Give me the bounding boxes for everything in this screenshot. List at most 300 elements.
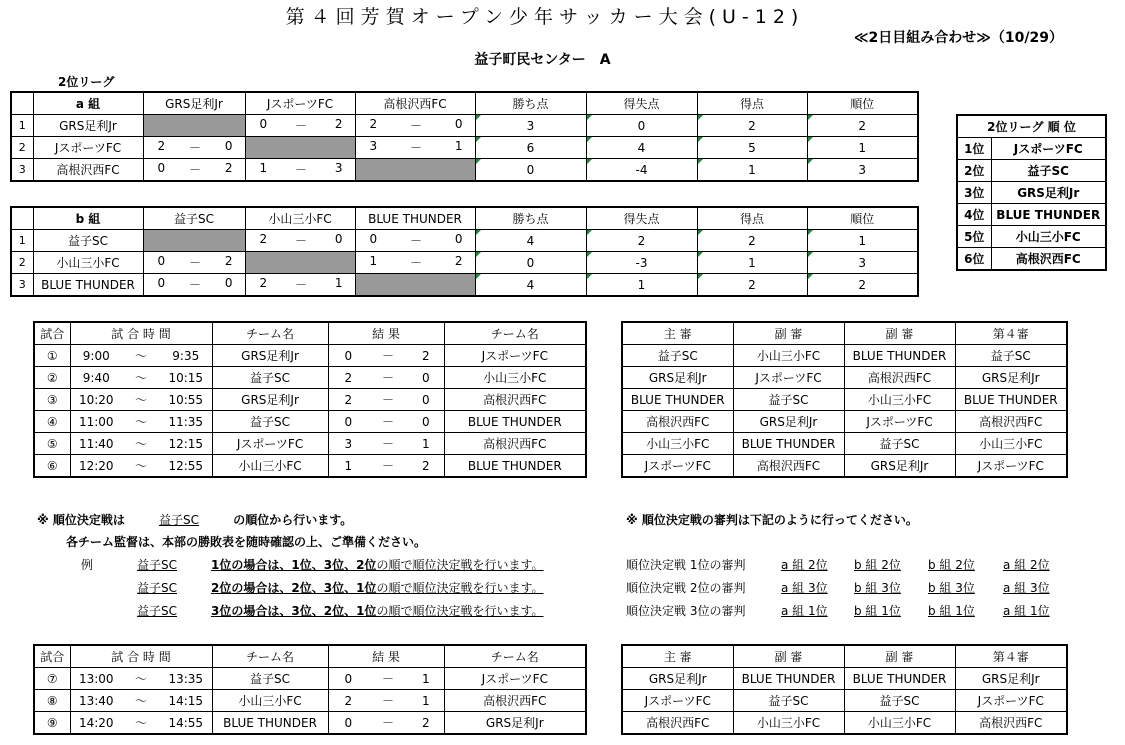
referee-team: 小山三小FC <box>955 433 1067 455</box>
match-score <box>355 137 475 159</box>
goals: 1 <box>697 159 807 182</box>
row-number: 3 <box>11 274 33 297</box>
referee-table-1 <box>621 321 1068 478</box>
match-number: ⑤ <box>34 433 70 455</box>
rank: 3 <box>807 252 918 274</box>
referee-team: JスポーツFC <box>955 690 1067 712</box>
referee-rule-label: 順位決定戦 2位の審判 <box>626 581 746 595</box>
referee-team: BLUE THUNDER <box>844 345 955 367</box>
referee-team: 小山三小FC <box>622 433 733 455</box>
end-time: 10:15 <box>160 367 212 389</box>
goals: 2 <box>697 230 807 252</box>
goals: 2 <box>697 115 807 137</box>
end-time: 11:35 <box>160 411 212 433</box>
goal-difference: 4 <box>586 137 697 159</box>
header-cell: チーム名 <box>444 645 586 668</box>
end-time: 14:55 <box>160 712 212 735</box>
rank: 1 <box>807 137 918 159</box>
away-team: JスポーツFC <box>444 345 586 367</box>
match-score <box>355 230 475 252</box>
score-dash: － <box>368 433 408 455</box>
goal-difference: -3 <box>586 252 697 274</box>
ranking-position: 1位 <box>957 138 991 160</box>
end-time: 12:15 <box>160 433 212 455</box>
score-dash: － <box>409 141 422 155</box>
score-dash: － <box>188 256 201 270</box>
home-score: 0 <box>328 345 368 367</box>
referee-team: GRS足利Jr <box>733 411 844 433</box>
goal-difference: -4 <box>586 159 697 182</box>
header-cell: 第４審 <box>955 645 1067 668</box>
end-time: 14:15 <box>160 690 212 712</box>
start-time: 14:20 <box>70 712 122 735</box>
match-row <box>34 433 586 455</box>
referee-rule-cell: a 組 2位 <box>1003 558 1050 572</box>
example-rank: 3位 <box>211 604 232 618</box>
away-score: 2 <box>408 712 444 735</box>
points: 4 <box>475 274 586 297</box>
score-left: 3 <box>369 139 378 153</box>
time-separator: ～ <box>122 389 160 411</box>
team-name: 小山三小FC <box>33 252 143 274</box>
score-right: 2 <box>224 161 233 175</box>
ranking-team: 小山三小FC <box>991 226 1106 248</box>
match-row <box>34 411 586 433</box>
ranking-row <box>957 182 1106 204</box>
score-dash: － <box>294 278 307 292</box>
home-team: 益子SC <box>212 367 328 389</box>
referee-team: BLUE THUNDER <box>622 389 733 411</box>
referee-rule-cell: b 組 3位 <box>928 581 975 595</box>
score-dash: － <box>368 411 408 433</box>
self-match-cell <box>245 252 355 274</box>
header-cell: 高根沢西FC <box>355 92 475 115</box>
referee-team: BLUE THUNDER <box>733 668 844 690</box>
goals: 2 <box>697 274 807 297</box>
away-team: 高根沢西FC <box>444 433 586 455</box>
referee-rule-label: 順位決定戦 3位の審判 <box>626 604 746 618</box>
score-left: 0 <box>259 117 268 131</box>
ranking-row <box>957 226 1106 248</box>
score-dash: － <box>294 119 307 133</box>
referee-rule-cell: a 組 1位 <box>781 604 828 618</box>
group-a-header-row <box>11 92 918 115</box>
referee-team: JスポーツFC <box>622 455 733 478</box>
match-number: ⑨ <box>34 712 70 735</box>
score-right: 2 <box>224 254 233 268</box>
score-dash: － <box>409 234 422 248</box>
header-cell: 順位 <box>807 92 918 115</box>
group-b-header: b 組 <box>33 207 143 230</box>
match-number: ⑧ <box>34 690 70 712</box>
referee-team: 小山三小FC <box>733 712 844 735</box>
points: 3 <box>475 115 586 137</box>
example-text: の場合は、 <box>231 558 292 572</box>
referee-team: GRS足利Jr <box>955 367 1067 389</box>
schedule-table-2 <box>33 644 587 735</box>
time-separator: ～ <box>122 455 160 478</box>
score-dash: － <box>368 345 408 367</box>
example-line <box>137 579 543 596</box>
home-score: 0 <box>328 668 368 690</box>
home-score: 0 <box>328 411 368 433</box>
team-name: BLUE THUNDER <box>33 274 143 297</box>
page-title: 第４回芳賀オープン少年サッカー大会(U-12) <box>285 6 805 28</box>
referee-team: 高根沢西FC <box>622 712 733 735</box>
start-time: 11:40 <box>70 433 122 455</box>
ranking-row <box>957 204 1106 226</box>
match-score <box>245 274 355 297</box>
match-number: ⑥ <box>34 455 70 478</box>
home-team: 小山三小FC <box>212 455 328 478</box>
header-cell: 得点 <box>697 207 807 230</box>
ranking-row <box>957 160 1106 182</box>
away-team: 高根沢西FC <box>444 690 586 712</box>
table-row <box>11 230 918 252</box>
score-left: 0 <box>157 276 166 290</box>
referee-team: 小山三小FC <box>844 389 955 411</box>
away-score: 1 <box>408 690 444 712</box>
referee-rule-cell: b 組 1位 <box>854 604 901 618</box>
table-row <box>11 274 918 297</box>
home-team: 益子SC <box>212 668 328 690</box>
self-match-cell <box>245 137 355 159</box>
row-number: 2 <box>11 252 33 274</box>
score-right: 0 <box>454 232 463 246</box>
home-team: 小山三小FC <box>212 690 328 712</box>
start-time: 10:20 <box>70 389 122 411</box>
away-score: 1 <box>408 668 444 690</box>
row-number: 3 <box>11 159 33 182</box>
points: 4 <box>475 230 586 252</box>
referee-rule-cell: a 組 3位 <box>781 581 828 595</box>
referee-row <box>622 712 1067 735</box>
score-left: 1 <box>369 254 378 268</box>
home-score: 2 <box>328 389 368 411</box>
start-time: 11:00 <box>70 411 122 433</box>
away-team: 高根沢西FC <box>444 389 586 411</box>
example-text: の場合は、 <box>231 604 292 618</box>
goal-difference: 1 <box>586 274 697 297</box>
header-cell: チーム名 <box>212 322 328 345</box>
group-b-table <box>10 206 919 297</box>
note-line-1 <box>37 511 352 528</box>
referee-team: 益子SC <box>955 345 1067 367</box>
goal-difference: 2 <box>586 230 697 252</box>
header-cell: 試 合 時 間 <box>70 322 212 345</box>
match-score <box>245 115 355 137</box>
ranking-table <box>956 114 1107 271</box>
header-cell: 副 審 <box>733 645 844 668</box>
home-score: 1 <box>328 455 368 478</box>
score-right: 3 <box>334 161 343 175</box>
score-left: 0 <box>369 232 378 246</box>
header-cell: 副 審 <box>844 322 955 345</box>
header-cell: 試合 <box>34 322 70 345</box>
ranking-position: 3位 <box>957 182 991 204</box>
ranking-team: GRS足利Jr <box>991 182 1106 204</box>
team-name: 益子SC <box>33 230 143 252</box>
away-team: BLUE THUNDER <box>444 411 586 433</box>
score-right: 0 <box>454 117 463 131</box>
ranking-position: 5位 <box>957 226 991 248</box>
note-text: の順位から行います。 <box>233 513 353 527</box>
referee-row <box>622 433 1067 455</box>
match-number: ② <box>34 367 70 389</box>
self-match-cell <box>355 159 475 182</box>
referee-team: 益子SC <box>844 690 955 712</box>
note-line-2: 各チーム監督は、本部の勝敗表を随時確認の上、ご準備ください。 <box>66 535 427 549</box>
referee-team: GRS足利Jr <box>622 367 733 389</box>
time-separator: ～ <box>122 690 160 712</box>
referee-team: 高根沢西FC <box>733 455 844 478</box>
score-dash: － <box>294 234 307 248</box>
home-team: 益子SC <box>212 411 328 433</box>
referee-row <box>622 411 1067 433</box>
score-right: 1 <box>334 276 343 290</box>
end-time: 9:35 <box>160 345 212 367</box>
start-time: 13:00 <box>70 668 122 690</box>
rank: 1 <box>807 230 918 252</box>
home-score: 2 <box>328 690 368 712</box>
start-time: 12:20 <box>70 455 122 478</box>
example-sequence: 3位、2位、1位 <box>291 604 377 618</box>
example-team: 益子SC <box>137 558 177 572</box>
referee-rule-cell: a 組 1位 <box>1003 604 1050 618</box>
ranking-team: 高根沢西FC <box>991 248 1106 271</box>
header-cell: 益子SC <box>143 207 245 230</box>
match-score <box>355 115 475 137</box>
referee-team: GRS足利Jr <box>844 455 955 478</box>
team-name: 高根沢西FC <box>33 159 143 182</box>
home-score: 2 <box>328 367 368 389</box>
header-cell: 副 審 <box>733 322 844 345</box>
match-number: ④ <box>34 411 70 433</box>
score-left: 2 <box>259 232 268 246</box>
away-score: 1 <box>408 433 444 455</box>
example-line <box>137 556 543 573</box>
table-row <box>11 159 918 182</box>
time-separator: ～ <box>122 433 160 455</box>
example-rank: 1位 <box>211 558 232 572</box>
match-number: ③ <box>34 389 70 411</box>
score-right: 1 <box>454 139 463 153</box>
referee-team: 高根沢西FC <box>955 411 1067 433</box>
ranking-position: 2位 <box>957 160 991 182</box>
referee-team: 小山三小FC <box>844 712 955 735</box>
team-name: JスポーツFC <box>33 137 143 159</box>
header-cell: 結 果 <box>328 645 444 668</box>
referee-team: JスポーツFC <box>955 455 1067 478</box>
away-team: BLUE THUNDER <box>444 455 586 478</box>
header-cell: 得点 <box>697 92 807 115</box>
referee-team: BLUE THUNDER <box>733 433 844 455</box>
header-cell: 得失点 <box>586 207 697 230</box>
example-text: の場合は、 <box>231 581 292 595</box>
example-team: 益子SC <box>137 604 177 618</box>
home-team: BLUE THUNDER <box>212 712 328 735</box>
league-label: 2位リーグ <box>58 75 115 89</box>
score-dash: － <box>368 712 408 735</box>
match-score <box>245 230 355 252</box>
start-time: 9:00 <box>70 345 122 367</box>
score-left: 2 <box>259 276 268 290</box>
header-cell: JスポーツFC <box>245 92 355 115</box>
referee-team: JスポーツFC <box>844 411 955 433</box>
score-dash: － <box>368 668 408 690</box>
referee-rule-cell: b 組 2位 <box>854 558 901 572</box>
self-match-cell <box>143 230 245 252</box>
ranking-team: 益子SC <box>991 160 1106 182</box>
match-row <box>34 712 586 735</box>
match-row <box>34 389 586 411</box>
referee-note-title: ※ 順位決定戦の審判は下記のように行ってください。 <box>626 513 918 527</box>
example-rank: 2位 <box>211 581 232 595</box>
score-left: 0 <box>157 254 166 268</box>
away-score: 0 <box>408 411 444 433</box>
example-tail: の順で順位決定戦を行います。 <box>376 581 544 595</box>
referee-row <box>622 389 1067 411</box>
away-score: 2 <box>408 455 444 478</box>
header-cell: BLUE THUNDER <box>355 207 475 230</box>
score-dash: － <box>409 119 422 133</box>
score-left: 0 <box>157 161 166 175</box>
group-a-header: a 組 <box>33 92 143 115</box>
header-cell: 試 合 時 間 <box>70 645 212 668</box>
match-score <box>143 159 245 182</box>
referee-team: 小山三小FC <box>733 345 844 367</box>
example-sequence: 2位、3位、1位 <box>291 581 377 595</box>
example-team: 益子SC <box>137 581 177 595</box>
referee-team: BLUE THUNDER <box>844 668 955 690</box>
score-dash: － <box>368 367 408 389</box>
score-left: 2 <box>369 117 378 131</box>
score-right: 2 <box>454 254 463 268</box>
ranking-team: BLUE THUNDER <box>991 204 1106 226</box>
score-dash: － <box>368 690 408 712</box>
referee-team: 益子SC <box>622 345 733 367</box>
ranking-row <box>957 138 1106 160</box>
header-cell: チーム名 <box>212 645 328 668</box>
score-right: 2 <box>334 117 343 131</box>
score-dash: － <box>368 389 408 411</box>
time-separator: ～ <box>122 345 160 367</box>
end-time: 10:55 <box>160 389 212 411</box>
page-subtitle: ≪2日目組み合わせ≫（10/29） <box>853 30 1063 46</box>
ranking-title: 2位リーグ 順 位 <box>957 115 1106 138</box>
header-cell: 主 審 <box>622 322 733 345</box>
away-score: 0 <box>408 389 444 411</box>
team-name: GRS足利Jr <box>33 115 143 137</box>
end-time: 12:55 <box>160 455 212 478</box>
ranking-position: 4位 <box>957 204 991 226</box>
header-cell: チーム名 <box>444 322 586 345</box>
home-team: GRS足利Jr <box>212 389 328 411</box>
referee-team: GRS足利Jr <box>622 668 733 690</box>
referee-row <box>622 345 1067 367</box>
referee-rule-label: 順位決定戦 1位の審判 <box>626 558 746 572</box>
row-number: 1 <box>11 230 33 252</box>
referee-team: 益子SC <box>733 389 844 411</box>
self-match-cell <box>143 115 245 137</box>
goals: 1 <box>697 252 807 274</box>
match-row <box>34 455 586 478</box>
rank: 2 <box>807 115 918 137</box>
start-time: 13:40 <box>70 690 122 712</box>
match-score <box>245 159 355 182</box>
ranking-position: 6位 <box>957 248 991 271</box>
referee-row <box>622 455 1067 478</box>
referee-rule-cell: b 組 1位 <box>928 604 975 618</box>
note-team: 益子SC <box>159 513 200 527</box>
referee-team: 益子SC <box>844 433 955 455</box>
group-b-header-row <box>11 207 918 230</box>
referee-row <box>622 668 1067 690</box>
referee-rule-cell: a 組 3位 <box>1003 581 1050 595</box>
referee-team: JスポーツFC <box>622 690 733 712</box>
home-score: 0 <box>328 712 368 735</box>
match-score <box>355 252 475 274</box>
away-team: GRS足利Jr <box>444 712 586 735</box>
home-score: 3 <box>328 433 368 455</box>
goal-difference: 0 <box>586 115 697 137</box>
home-team: GRS足利Jr <box>212 345 328 367</box>
referee-row <box>622 367 1067 389</box>
example-tail: の順で順位決定戦を行います。 <box>376 604 544 618</box>
match-score <box>143 252 245 274</box>
score-left: 1 <box>259 161 268 175</box>
match-row <box>34 690 586 712</box>
row-number: 2 <box>11 137 33 159</box>
header-cell: 試合 <box>34 645 70 668</box>
score-dash: － <box>294 163 307 177</box>
header-cell: 順位 <box>807 207 918 230</box>
example-line <box>137 602 543 619</box>
header-cell: 第４審 <box>955 322 1067 345</box>
score-right: 0 <box>334 232 343 246</box>
points: 0 <box>475 252 586 274</box>
match-row <box>34 367 586 389</box>
home-team: JスポーツFC <box>212 433 328 455</box>
header-cell: 勝ち点 <box>475 92 586 115</box>
table-row <box>11 115 918 137</box>
time-separator: ～ <box>122 367 160 389</box>
note-text: ※ 順位決定戦は <box>37 513 125 527</box>
referee-team: 高根沢西FC <box>844 367 955 389</box>
note-example-label: 例 <box>81 558 94 572</box>
referee-table-2 <box>621 644 1068 735</box>
start-time: 9:40 <box>70 367 122 389</box>
score-dash: － <box>409 256 422 270</box>
header-cell: 主 審 <box>622 645 733 668</box>
away-team: JスポーツFC <box>444 668 586 690</box>
referee-team: 高根沢西FC <box>622 411 733 433</box>
score-right: 0 <box>224 276 233 290</box>
goals: 5 <box>697 137 807 159</box>
score-dash: － <box>188 278 201 292</box>
referee-team: 高根沢西FC <box>955 712 1067 735</box>
header-cell: 得失点 <box>586 92 697 115</box>
time-separator: ～ <box>122 411 160 433</box>
referee-row <box>622 690 1067 712</box>
header-cell: 小山三小FC <box>245 207 355 230</box>
header-cell: GRS足利Jr <box>143 92 245 115</box>
referee-team: BLUE THUNDER <box>955 389 1067 411</box>
points: 6 <box>475 137 586 159</box>
header-cell: 結 果 <box>328 322 444 345</box>
venue: 益子町民センター A <box>474 52 611 68</box>
away-team: 小山三小FC <box>444 367 586 389</box>
